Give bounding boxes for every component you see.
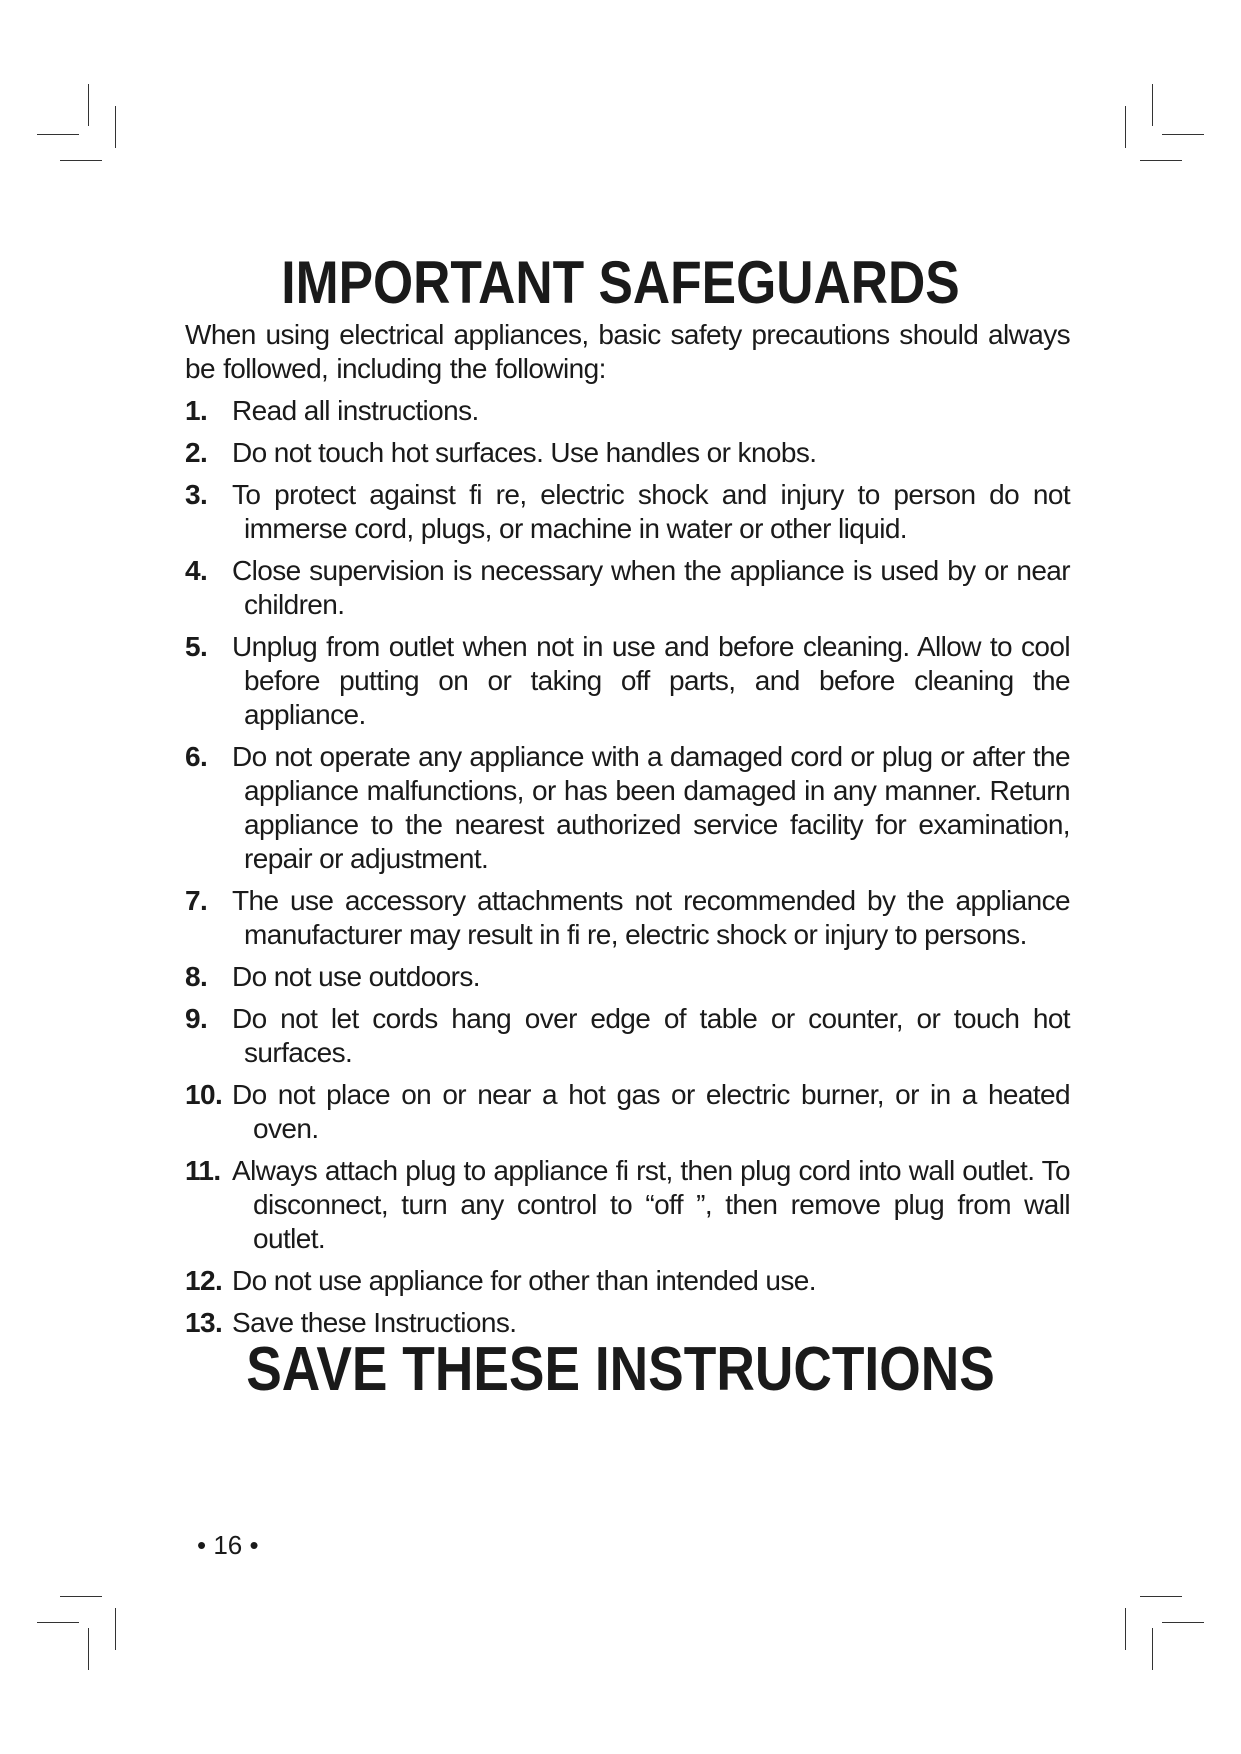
list-item: [185, 740, 1070, 876]
item-text: Do not place on or near a hot gas or electric burner, or in a heated oven.: [232, 1079, 1070, 1144]
list-item: [185, 630, 1070, 732]
list-item: [185, 884, 1070, 952]
item-number: 10.: [185, 1079, 223, 1110]
item-text: Do not let cords hang over edge of table or counter, or touch hot surfaces.: [232, 1003, 1070, 1068]
list-item: [185, 1264, 1070, 1298]
item-text: Do not touch hot surfaces. Use handles or knobs.: [232, 437, 817, 468]
closing-title: SAVE THESE INSTRUCTIONS: [246, 1335, 995, 1405]
list-item: [185, 478, 1070, 546]
item-text: Save these Instructions.: [232, 1307, 517, 1338]
crop-mark: [115, 1608, 116, 1650]
crop-mark: [60, 160, 102, 161]
item-text: To protect against fi re, electric shock and injury to person do not immerse cord, plugs, or machine in water or other liquid.: [232, 479, 1070, 544]
crop-mark: [1140, 160, 1182, 161]
safeguards-list: [185, 394, 1070, 1340]
item-number: 2.: [185, 437, 208, 468]
crop-mark: [88, 1628, 89, 1670]
crop-mark: [1125, 106, 1126, 148]
item-text: Always attach plug to appliance fi rst, then plug cord into wall outlet. To disconnect, turn any control to “off ”, then remove plug from wall outlet.: [232, 1155, 1070, 1254]
item-text: Do not use appliance for other than intended use.: [232, 1265, 816, 1296]
crop-mark: [1162, 1622, 1204, 1623]
safeguards-body: [185, 318, 1070, 1348]
crop-mark: [60, 1596, 102, 1597]
crop-mark: [1162, 134, 1204, 135]
item-number: 5.: [185, 631, 208, 662]
item-number: 3.: [185, 479, 208, 510]
item-text: Do not operate any appliance with a damaged cord or plug or after the appliance malfunctions, or has been damaged in any manner. Return appliance to the nearest authorized service facility for examination, repair or adjustment.: [232, 741, 1070, 874]
page-title: IMPORTANT SAFEGUARDS: [281, 249, 960, 317]
list-item: [185, 436, 1070, 470]
item-number: 11.: [185, 1155, 221, 1186]
list-item: [185, 394, 1070, 428]
crop-mark: [1125, 1608, 1126, 1650]
item-text: Read all instructions.: [232, 395, 479, 426]
list-item: [185, 1078, 1070, 1146]
crop-mark: [115, 106, 116, 148]
crop-mark: [88, 84, 89, 126]
item-text: Unplug from outlet when not in use and before cleaning. Allow to cool before putting on or taking off parts, and before cleaning the appliance.: [232, 631, 1070, 730]
item-text: Close supervision is necessary when the appliance is used by or near children.: [232, 555, 1070, 620]
item-number: 7.: [185, 885, 208, 916]
crop-mark: [37, 1622, 79, 1623]
list-item: [185, 960, 1070, 994]
item-number: 9.: [185, 1003, 208, 1034]
item-number: 12.: [185, 1265, 223, 1296]
item-number: 6.: [185, 741, 208, 772]
item-number: 8.: [185, 961, 208, 992]
list-item: [185, 554, 1070, 622]
item-text: The use accessory attachments not recommended by the appliance manufacturer may result in fi re, electric shock or injury to persons.: [232, 885, 1070, 950]
list-item: [185, 1002, 1070, 1070]
crop-mark: [1140, 1596, 1182, 1597]
item-number: 4.: [185, 555, 208, 586]
crop-mark: [1152, 1628, 1153, 1670]
page-number: • 16 •: [197, 1530, 259, 1560]
list-item: [185, 1154, 1070, 1256]
intro-paragraph: When using electrical appliances, basic safety precautions should always be followed, including the following:: [185, 319, 1070, 384]
crop-mark: [37, 134, 79, 135]
item-number: 13.: [185, 1307, 223, 1338]
item-number: 1.: [185, 395, 208, 426]
crop-mark: [1152, 84, 1153, 126]
item-text: Do not use outdoors.: [232, 961, 480, 992]
